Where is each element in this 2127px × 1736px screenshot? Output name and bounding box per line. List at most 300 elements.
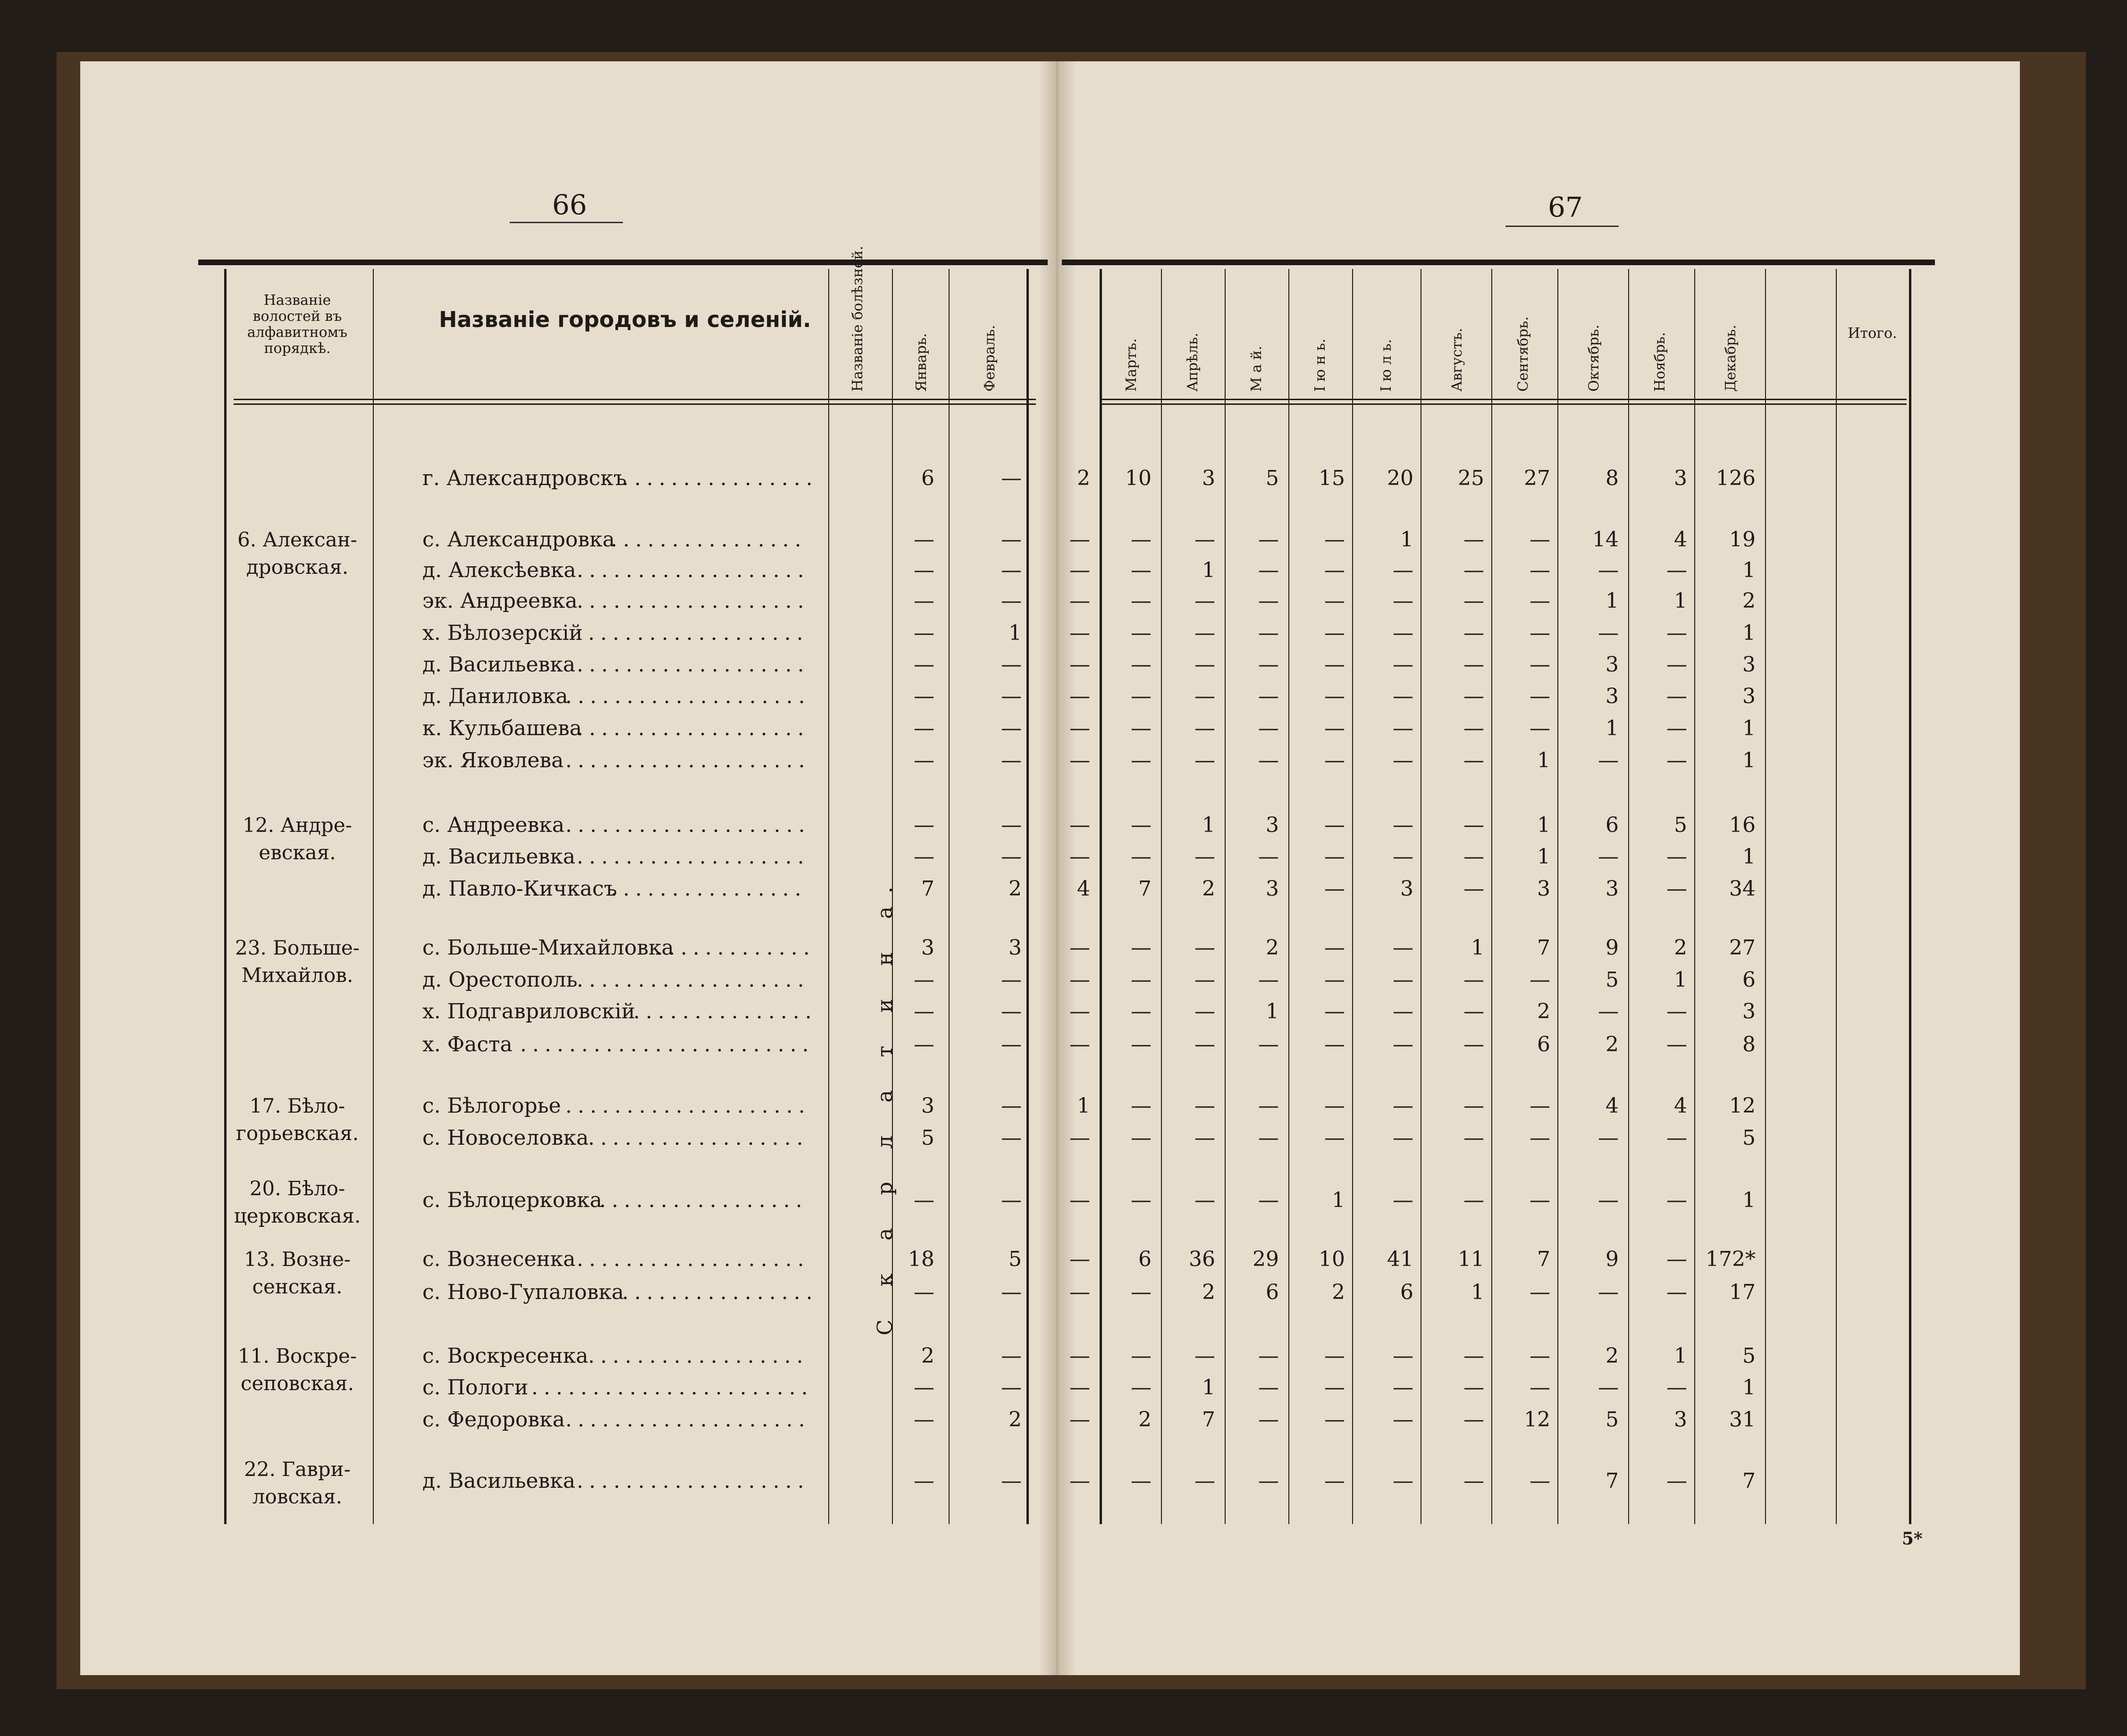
table-cell: — bbox=[1463, 716, 1484, 740]
table-cell: — bbox=[914, 1032, 934, 1057]
table-cell: — bbox=[1001, 845, 1022, 869]
table-cell: 29 bbox=[1253, 1247, 1279, 1271]
place-name: д. Алексѣевка bbox=[422, 558, 576, 582]
place-name: д. Павло-Кичкасъ bbox=[422, 877, 617, 901]
table-cell: — bbox=[1069, 1469, 1090, 1493]
table-cell: — bbox=[1324, 1094, 1345, 1118]
leader-dots: ....................... bbox=[531, 1375, 814, 1400]
table-cell: 6 bbox=[1537, 1032, 1550, 1057]
month-header: Декабрь. bbox=[1723, 325, 1739, 392]
table-cell: — bbox=[1463, 1188, 1484, 1212]
table-cell: — bbox=[1131, 999, 1152, 1023]
volost-header-line: алфавитномъ bbox=[247, 324, 348, 341]
table-cell: — bbox=[1069, 558, 1090, 582]
table-cell: — bbox=[1463, 528, 1484, 552]
table-cell: — bbox=[1324, 684, 1345, 708]
table-cell: — bbox=[1666, 1469, 1687, 1493]
table-cell: — bbox=[1194, 528, 1215, 552]
leader-dots: .................. bbox=[588, 1126, 809, 1150]
table-cell: 3 bbox=[1009, 936, 1022, 960]
table-cell: 2 bbox=[1674, 936, 1687, 960]
table-cell: — bbox=[1258, 748, 1279, 772]
volost-name: Михайлов. bbox=[241, 964, 353, 987]
table-cell: — bbox=[914, 845, 934, 869]
table-cell: — bbox=[1393, 968, 1413, 992]
table-cell: — bbox=[1001, 1280, 1022, 1304]
table-cell: — bbox=[1131, 1032, 1152, 1057]
place-name: с. Ново-Гупаловка bbox=[422, 1280, 624, 1304]
table-cell: — bbox=[1324, 1344, 1345, 1368]
table-cell: 3 bbox=[1537, 877, 1550, 901]
table-cell: — bbox=[1258, 1344, 1279, 1368]
table-cell: — bbox=[1001, 589, 1022, 613]
table-cell: 1 bbox=[1742, 845, 1756, 869]
table-cell: — bbox=[1258, 528, 1279, 552]
table-cell: 5 bbox=[1266, 466, 1279, 490]
table-cell: — bbox=[1131, 813, 1152, 837]
table-cell: 5 bbox=[1742, 1126, 1756, 1150]
table-cell: 6 bbox=[1266, 1280, 1279, 1304]
table-cell: 1 bbox=[1742, 748, 1756, 772]
table-cell: — bbox=[1598, 1375, 1619, 1400]
total-header: Итого. bbox=[1848, 325, 1897, 342]
table-cell: 2 bbox=[1266, 936, 1279, 960]
table-cell: — bbox=[1530, 1188, 1550, 1212]
table-cell: 3 bbox=[1742, 684, 1756, 708]
table-cell: — bbox=[1530, 1469, 1550, 1493]
table-cell: 1 bbox=[1077, 1094, 1090, 1118]
column-line bbox=[949, 269, 950, 1524]
table-cell: 1 bbox=[1537, 813, 1550, 837]
column-line bbox=[1628, 269, 1629, 1524]
table-cell: — bbox=[1666, 558, 1687, 582]
table-cell: 1 bbox=[1266, 999, 1279, 1023]
table-cell: — bbox=[1069, 1032, 1090, 1057]
leader-dots: ................... bbox=[577, 589, 810, 613]
column-line bbox=[1694, 269, 1695, 1524]
table-cell: — bbox=[1069, 999, 1090, 1023]
table-cell: — bbox=[1666, 684, 1687, 708]
column-line bbox=[1765, 269, 1766, 1524]
leader-dots: ............... bbox=[633, 999, 817, 1023]
table-cell: — bbox=[1258, 1375, 1279, 1400]
table-cell: — bbox=[1393, 684, 1413, 708]
table-cell: 7 bbox=[921, 877, 934, 901]
table-cell: — bbox=[1131, 748, 1152, 772]
table-cell: — bbox=[914, 1280, 934, 1304]
table-cell: 1 bbox=[1537, 845, 1550, 869]
table-cell: — bbox=[1324, 968, 1345, 992]
table-cell: — bbox=[1131, 716, 1152, 740]
table-cell: — bbox=[1131, 1375, 1152, 1400]
table-cell: — bbox=[1324, 1375, 1345, 1400]
table-cell: 2 bbox=[1537, 999, 1550, 1023]
table-cell: 2 bbox=[1332, 1280, 1345, 1304]
table-cell: 2 bbox=[1138, 1408, 1152, 1432]
table-cell: 3 bbox=[921, 1094, 934, 1118]
table-cell: — bbox=[1598, 748, 1619, 772]
volost-name: 22. Гаври- bbox=[244, 1458, 351, 1481]
table-cell: 3 bbox=[1202, 466, 1215, 490]
leader-dots: ................... bbox=[577, 653, 810, 677]
place-name: с. Бѣлогорье bbox=[422, 1094, 561, 1118]
table-cell: — bbox=[1463, 1408, 1484, 1432]
leader-dots: ................... bbox=[577, 968, 810, 992]
disease-header: Названіе болѣзней. bbox=[849, 246, 866, 392]
table-cell: — bbox=[1194, 589, 1215, 613]
table-cell: — bbox=[1194, 968, 1215, 992]
month-header: І ю л ь. bbox=[1378, 339, 1395, 392]
table-cell: — bbox=[914, 1188, 934, 1212]
month-header: Январь. bbox=[913, 333, 930, 392]
table-cell: — bbox=[1131, 1469, 1152, 1493]
leader-dots: ................... bbox=[577, 845, 810, 869]
table-cell: — bbox=[1324, 528, 1345, 552]
table-cell: — bbox=[1069, 653, 1090, 677]
table-cell: — bbox=[1258, 845, 1279, 869]
table-cell: — bbox=[914, 1375, 934, 1400]
left-top-rule bbox=[198, 260, 1048, 265]
table-cell: — bbox=[1393, 621, 1413, 645]
footer-mark: 5* bbox=[1902, 1529, 1923, 1549]
table-cell: — bbox=[1001, 466, 1022, 490]
table-cell: 7 bbox=[1537, 1247, 1550, 1271]
month-header: Мартъ. bbox=[1123, 338, 1140, 392]
leader-dots: .................. bbox=[588, 1344, 809, 1368]
table-cell: 8 bbox=[1742, 1032, 1756, 1057]
table-cell: — bbox=[1463, 589, 1484, 613]
volost-name: 6. Алексан- bbox=[237, 528, 357, 551]
table-cell: — bbox=[1463, 1032, 1484, 1057]
table-cell: — bbox=[1069, 716, 1090, 740]
volost-name: 17. Бѣло- bbox=[249, 1094, 345, 1117]
table-cell: — bbox=[1131, 558, 1152, 582]
table-cell: — bbox=[1530, 1280, 1550, 1304]
table-cell: — bbox=[1194, 621, 1215, 645]
table-cell: 12 bbox=[1524, 1408, 1550, 1432]
month-header: М а й. bbox=[1248, 345, 1265, 392]
table-cell: — bbox=[1001, 1375, 1022, 1400]
table-cell: — bbox=[1463, 845, 1484, 869]
place-name: д. Васильевка bbox=[422, 845, 576, 869]
table-cell: — bbox=[914, 558, 934, 582]
table-cell: — bbox=[1258, 1408, 1279, 1432]
table-cell: 2 bbox=[1202, 1280, 1215, 1304]
table-cell: — bbox=[1324, 999, 1345, 1023]
place-name: д. Орестополь bbox=[422, 968, 578, 992]
table-cell: — bbox=[1463, 621, 1484, 645]
table-cell: — bbox=[1258, 558, 1279, 582]
table-cell: — bbox=[1131, 1188, 1152, 1212]
month-header: Августъ. bbox=[1449, 328, 1465, 392]
table-cell: — bbox=[1666, 1280, 1687, 1304]
table-cell: — bbox=[1463, 1126, 1484, 1150]
table-cell: — bbox=[1393, 813, 1413, 837]
table-cell: — bbox=[1393, 1094, 1413, 1118]
table-cell: — bbox=[914, 528, 934, 552]
place-name: х. Подгавриловскій bbox=[422, 999, 636, 1023]
table-cell: 6 bbox=[921, 466, 934, 490]
table-cell: 6 bbox=[1400, 1280, 1413, 1304]
table-cell: — bbox=[1069, 684, 1090, 708]
table-cell: — bbox=[1194, 653, 1215, 677]
table-cell: — bbox=[1463, 748, 1484, 772]
table-cell: 15 bbox=[1319, 466, 1345, 490]
leader-dots: ................ bbox=[622, 466, 818, 490]
volost-name: сенская. bbox=[252, 1275, 343, 1298]
table-cell: 1 bbox=[1400, 528, 1413, 552]
leader-dots: .................... bbox=[565, 1094, 811, 1118]
table-cell: 5 bbox=[1606, 1408, 1619, 1432]
table-cell: 1 bbox=[1471, 1280, 1484, 1304]
leader-dots: ................... bbox=[577, 716, 810, 740]
table-cell: — bbox=[1530, 1344, 1550, 1368]
place-name: х. Фаста bbox=[422, 1032, 513, 1057]
table-cell: — bbox=[1666, 877, 1687, 901]
table-cell: — bbox=[1393, 748, 1413, 772]
table-cell: 16 bbox=[1729, 813, 1756, 837]
table-cell: 5 bbox=[1009, 1247, 1022, 1271]
table-cell: — bbox=[1666, 716, 1687, 740]
place-name: с. Федоровка bbox=[422, 1408, 565, 1432]
table-cell: — bbox=[1530, 621, 1550, 645]
table-cell: 1 bbox=[1742, 716, 1756, 740]
table-cell: — bbox=[1666, 999, 1687, 1023]
table-cell: — bbox=[1393, 845, 1413, 869]
table-cell: — bbox=[1463, 1094, 1484, 1118]
place-name: эк. Андреевка bbox=[422, 589, 578, 613]
table-cell: 3 bbox=[1674, 466, 1687, 490]
table-cell: 1 bbox=[1742, 1375, 1756, 1400]
table-cell: 4 bbox=[1077, 877, 1090, 901]
table-cell: 172* bbox=[1706, 1247, 1756, 1271]
table-cell: — bbox=[1194, 1188, 1215, 1212]
leader-dots: ................ bbox=[611, 877, 807, 901]
table-cell: — bbox=[1530, 716, 1550, 740]
table-cell: — bbox=[1598, 621, 1619, 645]
month-header: Сентябрь. bbox=[1515, 316, 1531, 392]
table-cell: — bbox=[1131, 1280, 1152, 1304]
place-name: г. Александровскъ bbox=[422, 466, 627, 490]
volost-name: евская. bbox=[259, 841, 336, 864]
place-name: с. Бѣлоцерковка bbox=[422, 1188, 602, 1212]
table-cell: — bbox=[1131, 684, 1152, 708]
table-cell: 2 bbox=[1742, 589, 1756, 613]
column-line bbox=[1026, 269, 1029, 1524]
table-cell: — bbox=[1069, 845, 1090, 869]
column-line bbox=[1161, 269, 1162, 1524]
table-cell: 12 bbox=[1729, 1094, 1756, 1118]
table-cell: — bbox=[1393, 1375, 1413, 1400]
table-cell: — bbox=[1258, 1126, 1279, 1150]
table-cell: 2 bbox=[1606, 1032, 1619, 1057]
table-cell: — bbox=[1598, 1188, 1619, 1212]
table-cell: — bbox=[1393, 1469, 1413, 1493]
table-cell: 2 bbox=[1077, 466, 1090, 490]
table-cell: — bbox=[1069, 1280, 1090, 1304]
table-cell: — bbox=[914, 621, 934, 645]
table-cell: — bbox=[1324, 716, 1345, 740]
table-cell: — bbox=[1393, 1408, 1413, 1432]
table-cell: 2 bbox=[1202, 877, 1215, 901]
table-cell: — bbox=[1530, 528, 1550, 552]
column-line bbox=[1909, 269, 1911, 1524]
disease-name: С к а р л а т и н а. bbox=[873, 873, 897, 1335]
table-cell: 41 bbox=[1387, 1247, 1413, 1271]
table-cell: — bbox=[1530, 589, 1550, 613]
place-name: с. Новоселовка bbox=[422, 1126, 589, 1150]
table-cell: 3 bbox=[921, 936, 934, 960]
table-cell: 2 bbox=[1009, 1408, 1022, 1432]
table-cell: 1 bbox=[1742, 1188, 1756, 1212]
table-cell: — bbox=[1530, 1375, 1550, 1400]
table-cell: 31 bbox=[1729, 1408, 1756, 1432]
right-header-rule-2 bbox=[1100, 403, 1907, 405]
table-cell: 10 bbox=[1125, 466, 1152, 490]
table-cell: 1 bbox=[1742, 621, 1756, 645]
table-cell: — bbox=[1194, 684, 1215, 708]
table-cell: — bbox=[1001, 748, 1022, 772]
table-cell: 34 bbox=[1729, 877, 1756, 901]
table-cell: — bbox=[914, 999, 934, 1023]
table-cell: — bbox=[914, 1408, 934, 1432]
table-cell: — bbox=[1001, 558, 1022, 582]
place-name: х. Бѣлозерскій bbox=[422, 621, 583, 645]
table-cell: 7 bbox=[1138, 877, 1152, 901]
table-cell: — bbox=[1131, 1344, 1152, 1368]
table-cell: — bbox=[1069, 748, 1090, 772]
table-cell: — bbox=[1131, 1094, 1152, 1118]
table-cell: — bbox=[1001, 684, 1022, 708]
table-cell: — bbox=[1463, 999, 1484, 1023]
place-name: эк. Яковлева bbox=[422, 748, 564, 772]
table-cell: — bbox=[1463, 1375, 1484, 1400]
table-cell: — bbox=[1463, 558, 1484, 582]
volost-name: 23. Больше- bbox=[235, 936, 360, 959]
table-cell: — bbox=[1393, 1188, 1413, 1212]
place-name: к. Кульбашева bbox=[422, 716, 582, 740]
volost-name: 13. Возне- bbox=[244, 1248, 351, 1271]
place-name: д. Васильевка bbox=[422, 1469, 576, 1493]
table-cell: — bbox=[1258, 1094, 1279, 1118]
leader-dots: .................... bbox=[565, 748, 811, 772]
table-cell: — bbox=[1324, 936, 1345, 960]
table-cell: — bbox=[1258, 589, 1279, 613]
table-cell: — bbox=[914, 748, 934, 772]
column-line bbox=[1352, 269, 1353, 1524]
table-cell: — bbox=[1258, 684, 1279, 708]
table-cell: — bbox=[914, 968, 934, 992]
place-name: с. Пологи bbox=[422, 1375, 529, 1400]
table-cell: — bbox=[1131, 936, 1152, 960]
volost-header-line: Названіе bbox=[263, 292, 331, 309]
table-cell: 1 bbox=[1009, 621, 1022, 645]
column-line bbox=[828, 269, 829, 1524]
table-cell: 1 bbox=[1471, 936, 1484, 960]
table-cell: — bbox=[1131, 528, 1152, 552]
table-cell: — bbox=[1463, 684, 1484, 708]
table-cell: — bbox=[1194, 936, 1215, 960]
table-cell: 5 bbox=[921, 1126, 934, 1150]
table-cell: — bbox=[1001, 1126, 1022, 1150]
table-cell: — bbox=[1598, 999, 1619, 1023]
table-cell: — bbox=[1001, 999, 1022, 1023]
column-line bbox=[1225, 269, 1226, 1524]
month-header: Ноябрь. bbox=[1652, 332, 1668, 392]
table-cell: — bbox=[914, 589, 934, 613]
column-line bbox=[373, 269, 374, 1524]
table-cell: — bbox=[1666, 1188, 1687, 1212]
table-cell: 1 bbox=[1606, 716, 1619, 740]
table-cell: 1 bbox=[1674, 968, 1687, 992]
table-cell: — bbox=[1463, 1344, 1484, 1368]
table-cell: 4 bbox=[1606, 1094, 1619, 1118]
column-line bbox=[224, 269, 227, 1524]
left-header-rule-2 bbox=[234, 403, 1036, 405]
table-cell: — bbox=[1258, 653, 1279, 677]
month-header: Апрѣль. bbox=[1185, 333, 1201, 392]
table-cell: — bbox=[914, 813, 934, 837]
table-cell: — bbox=[1530, 653, 1550, 677]
table-cell: — bbox=[1131, 1126, 1152, 1150]
table-cell: — bbox=[1069, 1344, 1090, 1368]
table-cell: — bbox=[1001, 1469, 1022, 1493]
leader-dots: ................... bbox=[577, 558, 810, 582]
table-cell: 25 bbox=[1458, 466, 1484, 490]
table-cell: 3 bbox=[1606, 653, 1619, 677]
place-name: д. Даниловка bbox=[422, 684, 568, 708]
table-cell: 1 bbox=[1202, 813, 1215, 837]
leader-dots: ................ bbox=[622, 1280, 818, 1304]
table-cell: 3 bbox=[1400, 877, 1413, 901]
table-cell: — bbox=[1666, 653, 1687, 677]
table-cell: — bbox=[1530, 558, 1550, 582]
table-cell: — bbox=[1324, 1408, 1345, 1432]
table-cell: 1 bbox=[1606, 589, 1619, 613]
table-cell: — bbox=[1258, 621, 1279, 645]
table-cell: 20 bbox=[1387, 466, 1413, 490]
column-line bbox=[1288, 269, 1289, 1524]
table-cell: 9 bbox=[1606, 1247, 1619, 1271]
table-cell: — bbox=[1258, 716, 1279, 740]
table-cell: — bbox=[1069, 1126, 1090, 1150]
table-cell: — bbox=[1393, 1344, 1413, 1368]
table-cell: — bbox=[1194, 748, 1215, 772]
table-cell: 7 bbox=[1202, 1408, 1215, 1432]
table-cell: — bbox=[1530, 1094, 1550, 1118]
table-cell: — bbox=[1001, 716, 1022, 740]
table-cell: 6 bbox=[1138, 1247, 1152, 1271]
table-cell: — bbox=[1194, 716, 1215, 740]
table-cell: 17 bbox=[1729, 1280, 1756, 1304]
table-cell: — bbox=[1001, 1188, 1022, 1212]
table-cell: — bbox=[914, 653, 934, 677]
table-cell: — bbox=[1463, 653, 1484, 677]
table-cell: — bbox=[1393, 999, 1413, 1023]
table-cell: — bbox=[1666, 1032, 1687, 1057]
table-cell: 7 bbox=[1537, 936, 1550, 960]
table-cell: 3 bbox=[1606, 684, 1619, 708]
volost-name: ловская. bbox=[252, 1485, 343, 1508]
table-cell: — bbox=[1463, 1469, 1484, 1493]
table-cell: — bbox=[1131, 653, 1152, 677]
table-cell: — bbox=[914, 1469, 934, 1493]
table-cell: — bbox=[1324, 589, 1345, 613]
leader-dots: .................... bbox=[565, 813, 811, 837]
table-cell: 8 bbox=[1606, 466, 1619, 490]
table-cell: 36 bbox=[1189, 1247, 1215, 1271]
table-cell: — bbox=[1069, 1375, 1090, 1400]
